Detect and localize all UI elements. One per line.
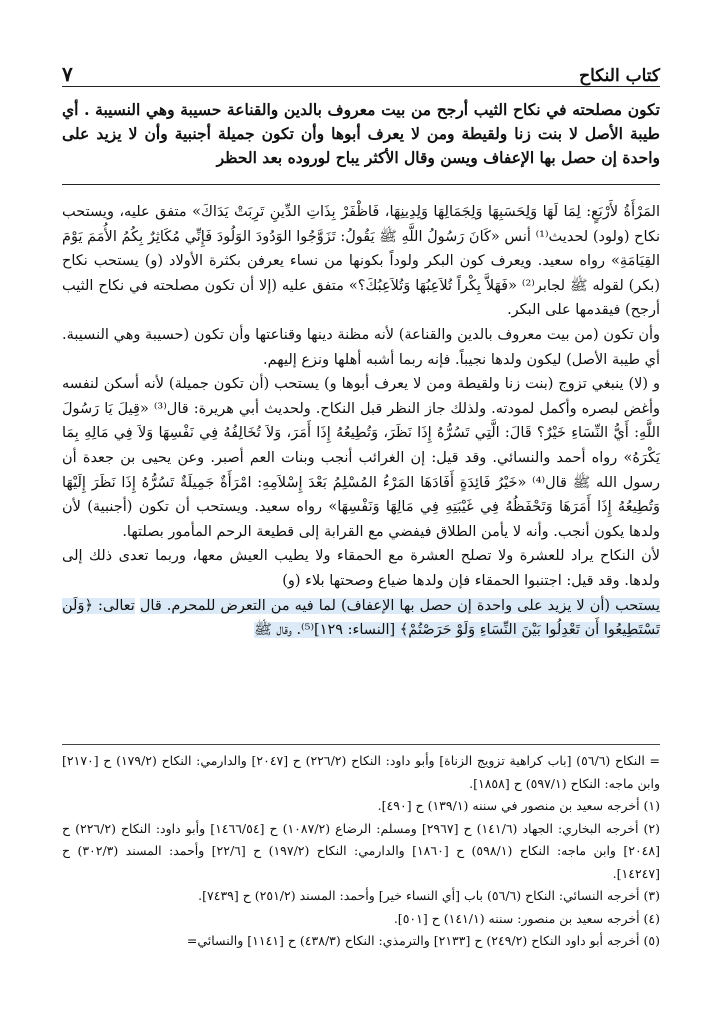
footnote: = النكاح (٥٦/٦) [باب كراهية تزويج الزناة] وأبو داود: النكاح (٢٢٦/٢) ح [٢٠٤٧] والدارمي: النكاح (١٧٩/٢) ح [٢١٧٠] وابن ماجه: النكاح (٥٩٧/١) ح [١٨٥٨]. [62, 753, 660, 791]
running-header [62, 58, 660, 86]
page-number: ٧ [62, 62, 73, 86]
footnote-divider [62, 744, 660, 745]
footnote: (٢) أخرجه البخاري: الجهاد (١٤١/٦) ح [٢٩٦٧] ومسلم: الرضاع (١٠٨٧/٢) ح [١٤٦٦/٥٤] وأبو داود: النكاح (٢٢٦/٢) ح [٢٠٤٨] وابن ماجه: النكاح (٥٩٨/١) ح [١٨٦٠] والدارمي: النكاح (١٩٧/٢) ح [٢٢/٦] وأحمد: المسند (٣٠٢/٣) ح [١٤٢٤٧]. [62, 820, 661, 881]
matn-text-block [62, 98, 660, 170]
highlighted-line: يستحب (أن لا يزيد على واحدة إن حصل بها الإعفاف) لما فيه من التعرض للمحرم. قال [139, 597, 661, 614]
footnote: (٥) أخرجه أبو داود النكاح (٢٤٩/٢) ح [٢١٣٣] والترمذي: النكاح (٤٣٨/٣) ح [١١٤١] والنسائي= [186, 933, 660, 948]
commentary-paragraph: وأن تكون (من بيت معروف بالدين والقناعة) لأنه مظنة دينها وقناعتها وأن تكون (حسيبة وهي النسيبة. أي طيبة الأصل) ليكون ولدها نجيباً. فإنه ربما أشبه أهلها ونزع إليهم. [62, 326, 660, 368]
commentary-paragraph: و (لا) ينبغي تزوج (بنت زنا ولقيطة ومن لا يعرف أبوها و) يستحب (أن تكون جميلة) لأنه أسكن لنفسه وأغض لبصره وأكمل لمودته. ولذلك جاز النظر قبل النكاح. ولحديث أبي هريرة: قال⁽³⁾ «قِيلَ يَا رَسُولَ اللَّهِ: أَيُّ النِّسَاءِ خَيْرٌ؟ قَالَ: الَّتِي تَسُرُّهُ إِذَا نَظَرَ، وَتُطِيعُهُ إِذَا أَمَرَ، وَلاَ تُخَالِفُهُ فِي نَفْسِهَا وَلاَ فِي مَالِهِ بِمَا يَكْرَهُ» رواه أحمد والنسائي. وقد قيل: إن الغرائب أنجب وبنات العم أصبر. وعن يحيى بن جعدة أن رسول الله ﷺ قال⁽⁴⁾ «خَيْرُ فَائِدَةٍ أَفَادَهَا المَرْءُ المُسْلِمُ بَعْدَ إِسْلاَمِهِ: امْرَأَةٌ جَمِيلَةٌ تَسُرُّهُ إِذَا نَظَرَ إِلَيْهَا وَتُطِيعُهُ إِذَا أَمَرَهَا وَتَحْفَظُهُ فِي غَيْبَتِهِ فِي مَالِهَا وَنَفْسِهَا» رواه سعيد. ويستحب أن تكون (أجنبية) لأن ولدها يكون أنجب. وأنه لا يأمن الطلاق فيفضي مع القرابة إلى قطيعة الرحم المأمور بصلتها. [62, 376, 660, 540]
footnote: (١) أخرجه سعيد بن منصور في سننه (١٣٩/١) ح [٤٩٠]. [377, 798, 660, 813]
highlighted-line: تعالى: ﴿وَلَن تَسْتَطِيعُوا أَن تَعْدِلُوا بَيْنَ النِّسَاءِ وَلَوْ حَرَصْتُمْ﴾ [النساء: ١٢٩]⁽⁵⁾. وقال ﷺ [62, 597, 660, 639]
matn-paragraph: تكون مصلحته في نكاح الثيب أرجح من بيت معروف بالدين والقناعة حسيبة وهي النسيبة . أي طيبة الأصل لا بنت زنا ولقيطة ومن لا يعرف أبوها وأن تكون جميلة أجنبية وأن لا يزيد على واحدة إن حصل بها الإعفاف ويسن وقال الأكثر يباح لوروده بعد الحظر [62, 100, 660, 167]
matn-divider [62, 184, 660, 185]
commentary-block [62, 200, 660, 643]
header-divider [62, 86, 660, 87]
footnotes [62, 750, 660, 953]
footnote: (٤) أخرجه سعيد بن منصور: سننه (١٤١/١) ح [٥٠١]. [393, 910, 660, 926]
highlighted-passage [62, 594, 660, 643]
commentary-paragraph: لأن النكاح يراد للعشرة ولا تصلح العشرة مع الحمقاء ولا يطيب العيش معها، وربما تعدى ذلك إلى ولدها. وقد قيل: اجتنبوا الحمقاء فإن ولدها ضياع وصحتها بلاء (و) [62, 548, 660, 589]
book-title: كتاب النكاح [579, 66, 660, 86]
footnote: (٣) أخرجه النسائي: النكاح (٥٦/٦) باب [أي النساء خير] وأحمد: المسند (٢٥١/٢) ح [٧٤٣٩]. [198, 888, 660, 903]
commentary-paragraph: المَرْأَةُ لأَرْبَعٍ: لِمَا لَهَا وَلِحَسَبِهَا وَلِجَمَالِهَا وَلِدِينِهَا، فَاظْفَرْ بِذَاتِ الدِّينِ تَرِبَتْ يَدَاكَ» متفق عليه، ويستحب نكاح (ولود) لحديث⁽¹⁾ أنس «كَانَ رَسُولُ اللَّهِ ﷺ يَقُولُ: تَزَوَّجُوا الوَدُودَ الوَلُودَ فَإِنِّي مُكَاثِرٌ بِكُمُ الأُمَمَ يَوْمَ القِيَامَةِ» رواه سعيد. ويعرف كون البكر ولوداً بكونها من نساء يعرفن بكثرة الأولاد (و) يستحب نكاح (بكر) لقوله ﷺ لجابر⁽²⁾ «فَهَلاَّ بِكْراً تُلاَعِبُهَا وَتُلاَعِبُكَ؟» متفق عليه (إلا أن تكون مصلحته في نكاح الثيب أرجح) فيقدمها على البكر. [62, 204, 661, 319]
